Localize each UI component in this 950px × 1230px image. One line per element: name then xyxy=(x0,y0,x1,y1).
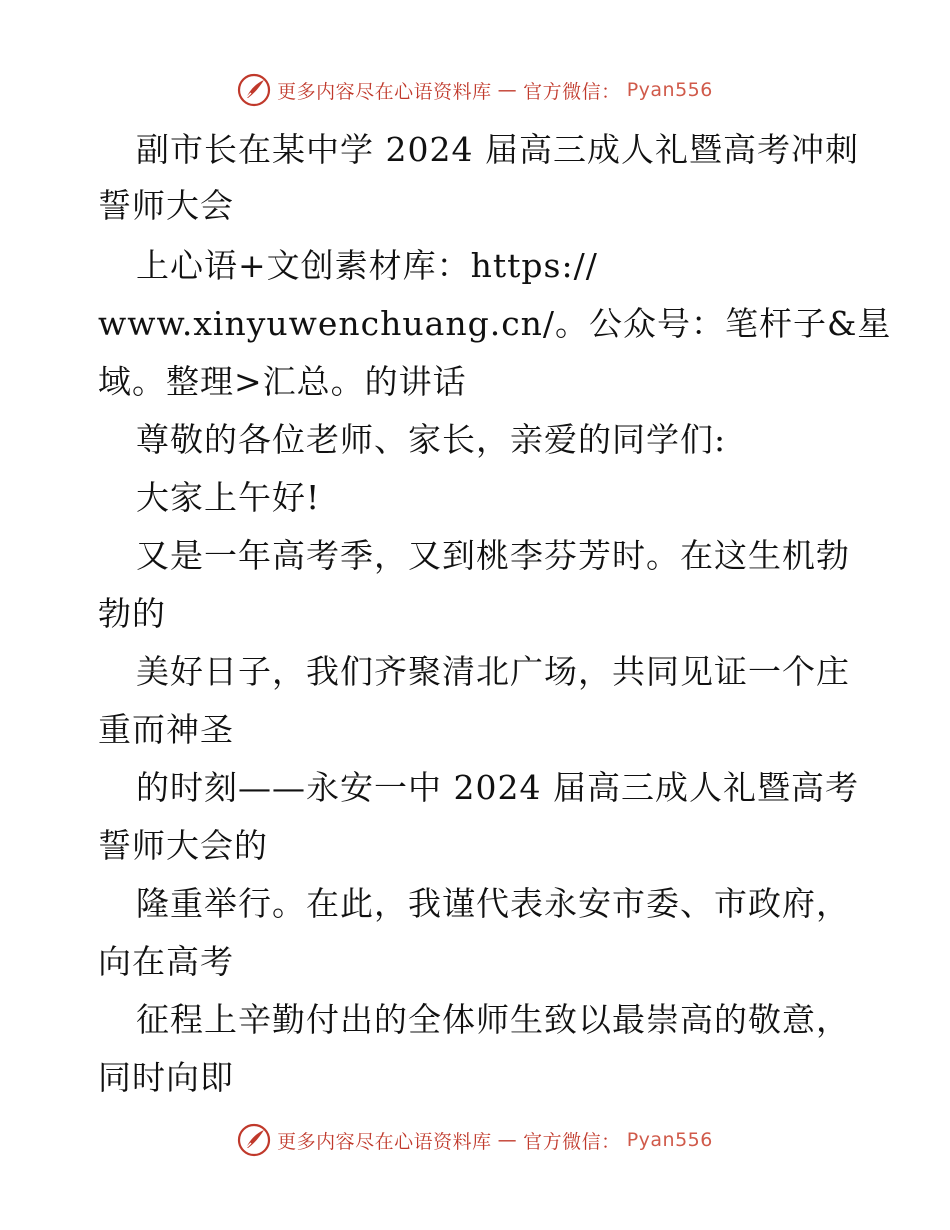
watermark-wechat-label: 官方微信： xyxy=(523,1130,621,1153)
watermark-wechat-id: Pyan556 xyxy=(626,79,713,101)
paragraph-line: 又是一年高考季，又到桃李芬芳时。在这生机勃 xyxy=(136,536,850,575)
watermark-wechat-id: Pyan556 xyxy=(626,1129,713,1151)
paragraph-line: 向在高考 xyxy=(98,942,234,981)
paragraph-line: 勃的 xyxy=(98,594,166,633)
paragraph-line: 同时向即 xyxy=(98,1058,234,1097)
source-line-2: www.xinyuwenchuang.cn/。公众号：笔杆子&星 xyxy=(98,304,892,343)
footer-watermark xyxy=(0,1120,950,1160)
paragraph-line: 隆重举行。在此，我谨代表永安市委、市政府， xyxy=(136,884,850,923)
watermark-dash: — xyxy=(497,79,518,101)
paragraph-line: 重而神圣 xyxy=(98,710,234,749)
quill-pen-icon xyxy=(237,1123,271,1157)
header-watermark xyxy=(0,70,950,110)
title-line-1: 副市长在某中学 2024 届高三成人礼暨高考冲刺 xyxy=(136,130,859,169)
paragraph-line: 誓师大会的 xyxy=(98,826,268,865)
source-line-3: 域。整理>汇总。的讲话 xyxy=(98,362,467,401)
source-line-1: 上心语+文创素材库：https:// xyxy=(136,246,598,285)
watermark-dash: — xyxy=(497,1129,518,1151)
salutation-line: 尊敬的各位老师、家长，亲爱的同学们: xyxy=(136,420,727,459)
paragraph-line: 美好日子，我们齐聚清北广场，共同见证一个庄 xyxy=(136,652,850,691)
paragraph-line: 的时刻——永安一中 2024 届高三成人礼暨高考 xyxy=(136,768,859,807)
greeting-line: 大家上午好! xyxy=(136,478,321,517)
watermark-text: 更多内容尽在心语资料库 xyxy=(277,1130,492,1153)
watermark-text: 更多内容尽在心语资料库 xyxy=(277,80,492,103)
watermark-wechat-label: 官方微信： xyxy=(523,80,621,103)
paragraph-line: 征程上辛勤付出的全体师生致以最崇高的敬意， xyxy=(136,1000,850,1039)
quill-pen-icon xyxy=(237,73,271,107)
title-line-2: 誓师大会 xyxy=(98,186,234,225)
